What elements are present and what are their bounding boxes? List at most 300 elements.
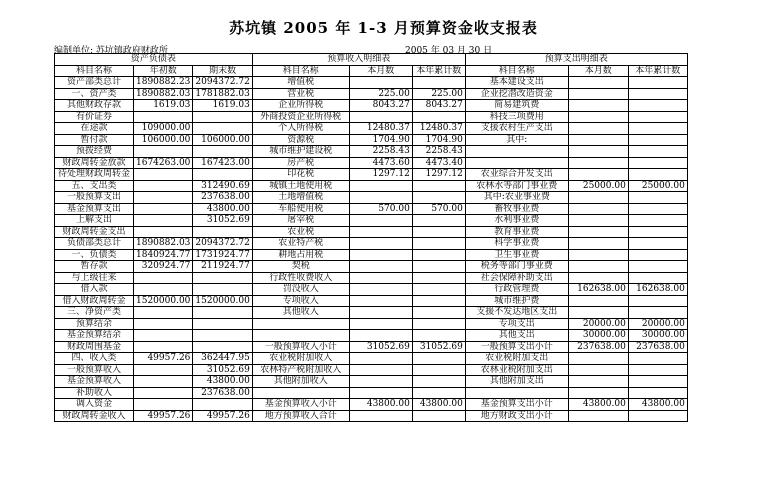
account-name-cell: 暂存款 [55, 261, 134, 273]
amount-cell [193, 111, 252, 123]
amount-cell [568, 77, 628, 89]
col-header: 本年累计数 [412, 65, 465, 77]
account-name-cell: 契税 [252, 261, 349, 273]
amount-cell: 1890882.23 [134, 77, 193, 89]
table-row [55, 284, 688, 296]
account-name-cell: 借入款 [55, 284, 134, 296]
amount-cell [628, 88, 687, 100]
account-name-cell [465, 146, 568, 158]
amount-cell [412, 77, 465, 89]
account-name-cell: 一、资产类 [55, 88, 134, 100]
amount-cell [412, 238, 465, 250]
table-row [55, 226, 688, 238]
col-header: 科目名称 [465, 65, 568, 77]
account-name-cell: 一般预算支出 [55, 192, 134, 204]
amount-cell: 30000.00 [568, 330, 628, 342]
amount-cell [628, 307, 687, 319]
amount-cell: 31052.69 [193, 215, 252, 227]
amount-cell [628, 77, 687, 89]
account-name-cell: 行政管理费 [465, 284, 568, 296]
amount-cell: 30000.00 [628, 330, 687, 342]
account-name-cell: 屠宰税 [252, 215, 349, 227]
amount-cell [349, 261, 412, 273]
account-name-cell [252, 318, 349, 330]
report-title: 苏坑镇 2005 年 1-3 月预算资金收支报表 [229, 19, 538, 37]
amount-cell [193, 330, 252, 342]
table-row [55, 111, 688, 123]
account-name-cell: 预算结余 [55, 318, 134, 330]
amount-cell: 1520000.00 [193, 295, 252, 307]
amount-cell [628, 249, 687, 261]
amount-cell [193, 226, 252, 238]
table-row [55, 192, 688, 204]
table-row [55, 169, 688, 181]
account-name-cell [465, 157, 568, 169]
amount-cell [568, 261, 628, 273]
account-name-cell: 财政周转金放款 [55, 157, 134, 169]
account-name-cell: 教育事业费 [465, 226, 568, 238]
account-name-cell: 其他收入 [252, 307, 349, 319]
amount-cell [568, 146, 628, 158]
amount-cell [628, 111, 687, 123]
account-name-cell: 专项收入 [252, 295, 349, 307]
amount-cell [628, 123, 687, 135]
amount-cell: 106000.00 [193, 134, 252, 146]
amount-cell: 1297.12 [349, 169, 412, 181]
col-header: 年初数 [134, 65, 193, 77]
amount-cell: 12480.37 [349, 123, 412, 135]
amount-cell: 211924.77 [193, 261, 252, 273]
account-name-cell: 四、收入类 [55, 353, 134, 365]
amount-cell [568, 376, 628, 388]
table-row [55, 399, 688, 411]
account-name-cell: 车船使用税 [252, 203, 349, 215]
col-header: 期末数 [193, 65, 252, 77]
account-name-cell: 基金预算支出小计 [465, 399, 568, 411]
account-name-cell: 基本建设支出 [465, 77, 568, 89]
amount-cell [193, 284, 252, 296]
amount-cell: 8043.27 [412, 100, 465, 112]
amount-cell [568, 364, 628, 376]
account-name-cell: 农林水等部门事业费 [465, 180, 568, 192]
amount-cell: 320924.77 [134, 261, 193, 273]
account-name-cell: 农业税 [252, 226, 349, 238]
amount-cell [134, 146, 193, 158]
amount-cell [134, 341, 193, 353]
amount-cell: 20000.00 [568, 318, 628, 330]
account-name-cell: 农业税附加支出 [465, 353, 568, 365]
table-row [55, 123, 688, 135]
table-row [55, 318, 688, 330]
account-name-cell: 调入资金 [55, 399, 134, 411]
amount-cell [568, 123, 628, 135]
amount-cell [349, 249, 412, 261]
amount-cell: 1619.03 [134, 100, 193, 112]
date-label: 2005 年 03 月 30 日 [405, 46, 493, 56]
amount-cell [349, 364, 412, 376]
amount-cell [134, 284, 193, 296]
amount-cell [349, 111, 412, 123]
amount-cell [412, 353, 465, 365]
account-name-cell: 负债部类总计 [55, 238, 134, 250]
amount-cell [568, 192, 628, 204]
amount-cell [193, 146, 252, 158]
amount-cell: 31052.69 [349, 341, 412, 353]
table-row [55, 146, 688, 158]
amount-cell [628, 364, 687, 376]
amount-cell [628, 203, 687, 215]
amount-cell: 1731924.77 [193, 249, 252, 261]
amount-cell: 20000.00 [628, 318, 687, 330]
table-row [55, 307, 688, 319]
amount-cell [412, 284, 465, 296]
section-expense-detail: 预算支出明细表 [465, 54, 687, 66]
account-name-cell: 上解支出 [55, 215, 134, 227]
account-name-cell: 耕地占用税 [252, 249, 349, 261]
amount-cell [412, 364, 465, 376]
amount-cell [568, 387, 628, 399]
amount-cell [412, 272, 465, 284]
amount-cell: 237638.00 [193, 387, 252, 399]
amount-cell: 1704.90 [412, 134, 465, 146]
amount-cell [134, 226, 193, 238]
col-header: 本年累计数 [628, 65, 687, 77]
amount-cell: 106000.00 [134, 134, 193, 146]
amount-cell [412, 295, 465, 307]
col-header: 科目名称 [55, 65, 134, 77]
col-header: 本月数 [568, 65, 628, 77]
amount-cell: 109000.00 [134, 123, 193, 135]
table-row [55, 387, 688, 399]
amount-cell: 43800.00 [628, 399, 687, 411]
amount-cell [412, 376, 465, 388]
account-name-cell: 财政周围基金 [55, 341, 134, 353]
account-name-cell: 借入财政周转金 [55, 295, 134, 307]
amount-cell: 1890882.03 [134, 88, 193, 100]
amount-cell: 43800.00 [568, 399, 628, 411]
amount-cell [349, 318, 412, 330]
account-name-cell: 一般预算支出小计 [465, 341, 568, 353]
table-row [55, 261, 688, 273]
table-row [55, 295, 688, 307]
account-name-cell: 城市维护建设税 [252, 146, 349, 158]
amount-cell: 2094372.72 [193, 77, 252, 89]
amount-cell [134, 111, 193, 123]
account-name-cell: 农业税附加收入 [252, 353, 349, 365]
amount-cell [628, 215, 687, 227]
account-name-cell: 一般预算收入 [55, 364, 134, 376]
table-row [55, 180, 688, 192]
amount-cell [349, 180, 412, 192]
amount-cell [628, 261, 687, 273]
account-name-cell: 外商投资企业所得税 [252, 111, 349, 123]
amount-cell [628, 353, 687, 365]
amount-cell: 312490.69 [193, 180, 252, 192]
amount-cell: 49957.26 [134, 410, 193, 422]
account-name-cell: 卫生事业费 [465, 249, 568, 261]
account-name-cell: 基金预算支出 [55, 203, 134, 215]
amount-cell: 43800.00 [349, 399, 412, 411]
account-name-cell: 企业所得税 [252, 100, 349, 112]
amount-cell [349, 295, 412, 307]
amount-cell [568, 272, 628, 284]
account-name-cell: 畜牧事业费 [465, 203, 568, 215]
amount-cell [568, 88, 628, 100]
table-row [55, 353, 688, 365]
amount-cell: 225.00 [349, 88, 412, 100]
amount-cell: 570.00 [412, 203, 465, 215]
amount-cell: 43800.00 [193, 376, 252, 388]
account-name-cell: 财政周转金收入 [55, 410, 134, 422]
unit-label: 编制单位: 苏坑镇政府财政所 [54, 46, 168, 56]
amount-cell: 31052.69 [193, 364, 252, 376]
account-name-cell: 社会保障补助支出 [465, 272, 568, 284]
amount-cell: 570.00 [349, 203, 412, 215]
amount-cell: 25000.00 [628, 180, 687, 192]
budget-table [54, 53, 688, 422]
amount-cell [628, 100, 687, 112]
amount-cell [193, 272, 252, 284]
amount-cell [193, 307, 252, 319]
amount-cell [412, 307, 465, 319]
account-name-cell: 待处理财政周转金 [55, 169, 134, 181]
amount-cell [193, 399, 252, 411]
amount-cell [349, 387, 412, 399]
amount-cell [628, 272, 687, 284]
amount-cell [412, 387, 465, 399]
amount-cell: 1890882.03 [134, 238, 193, 250]
account-name-cell: 暂付款 [55, 134, 134, 146]
amount-cell: 362447.95 [193, 353, 252, 365]
amount-cell [134, 307, 193, 319]
col-header: 本月数 [349, 65, 412, 77]
account-name-cell: 印花税 [252, 169, 349, 181]
amount-cell [134, 169, 193, 181]
table-row [55, 410, 688, 422]
amount-cell [349, 353, 412, 365]
amount-cell: 237638.00 [628, 341, 687, 353]
account-name-cell: 与上级往来 [55, 272, 134, 284]
amount-cell [349, 238, 412, 250]
amount-cell [568, 410, 628, 422]
amount-cell [412, 249, 465, 261]
table-row [55, 249, 688, 261]
amount-cell: 31052.69 [412, 341, 465, 353]
amount-cell [349, 192, 412, 204]
amount-cell [628, 238, 687, 250]
account-name-cell: 其他附加收入 [252, 376, 349, 388]
amount-cell [349, 77, 412, 89]
amount-cell [628, 134, 687, 146]
amount-cell [568, 100, 628, 112]
amount-cell [628, 192, 687, 204]
account-name-cell [252, 330, 349, 342]
amount-cell [568, 157, 628, 169]
amount-cell: 225.00 [412, 88, 465, 100]
section-header-row [55, 54, 688, 66]
amount-cell [568, 238, 628, 250]
amount-cell [134, 330, 193, 342]
amount-cell [628, 169, 687, 181]
amount-cell [412, 410, 465, 422]
amount-cell [412, 318, 465, 330]
account-name-cell: 农林业税附加支出 [465, 364, 568, 376]
account-name-cell: 支援不发达地区支出 [465, 307, 568, 319]
account-name-cell: 有价证券 [55, 111, 134, 123]
amount-cell [568, 226, 628, 238]
amount-cell [628, 387, 687, 399]
amount-cell [628, 226, 687, 238]
amount-cell [134, 399, 193, 411]
amount-cell: 43800.00 [193, 203, 252, 215]
account-name-cell: 城市维护费 [465, 295, 568, 307]
account-name-cell: 资产部类总计 [55, 77, 134, 89]
amount-cell [568, 134, 628, 146]
amount-cell [412, 226, 465, 238]
amount-cell: 237638.00 [568, 341, 628, 353]
amount-cell [568, 307, 628, 319]
amount-cell [628, 410, 687, 422]
table-row [55, 203, 688, 215]
table-row [55, 88, 688, 100]
account-name-cell: 农林特产税附加收入 [252, 364, 349, 376]
amount-cell [568, 203, 628, 215]
amount-cell [412, 261, 465, 273]
account-name-cell: 简易建筑费 [465, 100, 568, 112]
account-name-cell: 专项支出 [465, 318, 568, 330]
account-name-cell: 税务等部门事业费 [465, 261, 568, 273]
amount-cell [349, 410, 412, 422]
table-row [55, 215, 688, 227]
amount-cell: 237638.00 [193, 192, 252, 204]
table-row [55, 134, 688, 146]
account-name-cell: 企业挖潜改造资金 [465, 88, 568, 100]
amount-cell [412, 215, 465, 227]
amount-cell: 49957.26 [134, 353, 193, 365]
account-name-cell: 在途款 [55, 123, 134, 135]
account-name-cell: 增值税 [252, 77, 349, 89]
account-name-cell: 其他附加支出 [465, 376, 568, 388]
amount-cell [349, 376, 412, 388]
amount-cell [134, 318, 193, 330]
table-row [55, 341, 688, 353]
amount-cell [568, 295, 628, 307]
table-row [55, 157, 688, 169]
amount-cell [568, 215, 628, 227]
amount-cell: 1674263.00 [134, 157, 193, 169]
account-name-cell: 一、负债类 [55, 249, 134, 261]
amount-cell [568, 249, 628, 261]
account-name-cell: 基金预算收入 [55, 376, 134, 388]
account-name-cell: 房产税 [252, 157, 349, 169]
amount-cell [134, 376, 193, 388]
account-name-cell: 农业特产税 [252, 238, 349, 250]
account-name-cell: 科技三项费用 [465, 111, 568, 123]
amount-cell [412, 180, 465, 192]
amount-cell: 1840924.77 [134, 249, 193, 261]
table-row [55, 100, 688, 112]
account-name-cell: 农业综合开发支出 [465, 169, 568, 181]
table-row [55, 376, 688, 388]
amount-cell: 1520000.00 [134, 295, 193, 307]
account-name-cell: 其中: [465, 134, 568, 146]
amount-cell [349, 272, 412, 284]
account-name-cell: 个人所得税 [252, 123, 349, 135]
account-name-cell: 地方预算收入合计 [252, 410, 349, 422]
amount-cell [349, 215, 412, 227]
account-name-cell: 水利事业费 [465, 215, 568, 227]
table-row [55, 330, 688, 342]
account-name-cell: 行政性收费收入 [252, 272, 349, 284]
amount-cell [193, 318, 252, 330]
table-row [55, 238, 688, 250]
col-header: 科目名称 [252, 65, 349, 77]
account-name-cell: 支援农村生产支出 [465, 123, 568, 135]
account-name-cell: 城镇土地使用税 [252, 180, 349, 192]
table-row [55, 364, 688, 376]
amount-cell [568, 353, 628, 365]
table-row [55, 77, 688, 89]
amount-cell [134, 180, 193, 192]
section-revenue-detail: 预算收入明细表 [252, 54, 465, 66]
amount-cell: 1619.03 [193, 100, 252, 112]
account-name-cell: 其中:农业事业费 [465, 192, 568, 204]
amount-cell [134, 192, 193, 204]
amount-cell: 25000.00 [568, 180, 628, 192]
amount-cell: 2258.43 [349, 146, 412, 158]
amount-cell: 2258.43 [412, 146, 465, 158]
amount-cell [193, 169, 252, 181]
amount-cell [628, 295, 687, 307]
amount-cell [349, 307, 412, 319]
amount-cell [628, 146, 687, 158]
amount-cell [412, 192, 465, 204]
amount-cell [134, 215, 193, 227]
amount-cell [134, 364, 193, 376]
amount-cell [193, 341, 252, 353]
amount-cell: 1781882.03 [193, 88, 252, 100]
account-name-cell: 营业税 [252, 88, 349, 100]
amount-cell: 162638.00 [628, 284, 687, 296]
account-name-cell: 其他财政存款 [55, 100, 134, 112]
amount-cell [412, 330, 465, 342]
account-name-cell: 一般预算收入小计 [252, 341, 349, 353]
account-name-cell: 补助收入 [55, 387, 134, 399]
amount-cell [193, 123, 252, 135]
table-row [55, 272, 688, 284]
amount-cell [134, 387, 193, 399]
account-name-cell: 财政周转金支出 [55, 226, 134, 238]
amount-cell [134, 272, 193, 284]
account-name-cell: 地方财政支出小计 [465, 410, 568, 422]
account-name-cell: 五、支出类 [55, 180, 134, 192]
amount-cell: 4473.60 [349, 157, 412, 169]
account-name-cell: 三、净资产类 [55, 307, 134, 319]
account-name-cell [465, 387, 568, 399]
account-name-cell: 预拨经费 [55, 146, 134, 158]
amount-cell [349, 284, 412, 296]
amount-cell [349, 330, 412, 342]
account-name-cell: 土地增值税 [252, 192, 349, 204]
amount-cell [349, 226, 412, 238]
amount-cell: 1704.90 [349, 134, 412, 146]
amount-cell: 49957.26 [193, 410, 252, 422]
section-balance-sheet: 资产负债表 [55, 54, 253, 66]
account-name-cell: 其他支出 [465, 330, 568, 342]
amount-cell [628, 157, 687, 169]
amount-cell: 1297.12 [412, 169, 465, 181]
amount-cell [568, 111, 628, 123]
